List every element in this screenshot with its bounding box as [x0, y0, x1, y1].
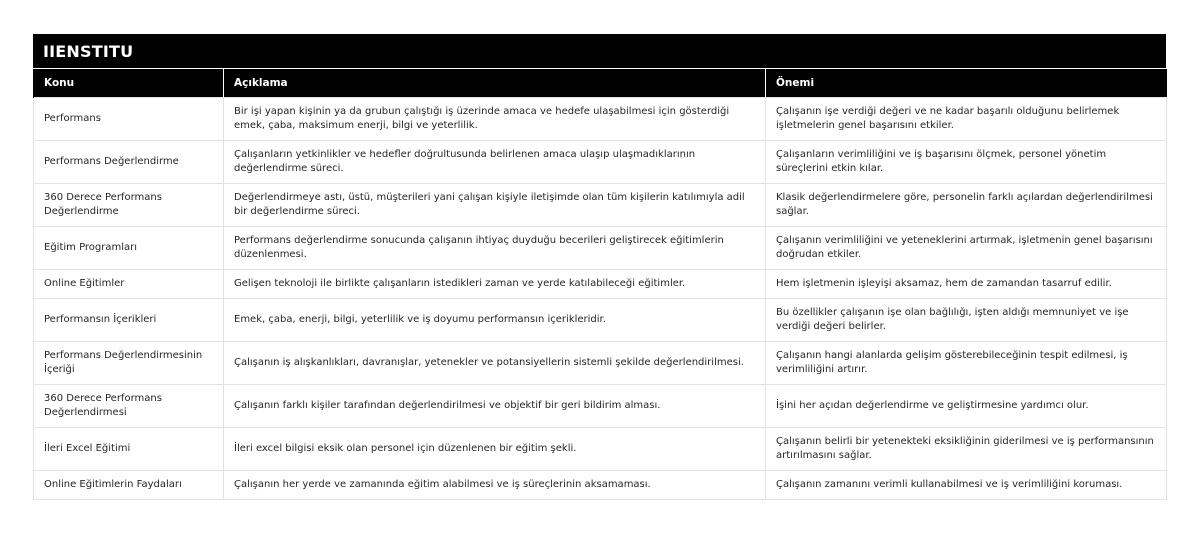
table-row [34, 384, 1167, 427]
table-row [34, 470, 1167, 499]
cell-aciklama: İleri excel bilgisi eksik olan personel için düzenlenen bir eğitim şekli. [224, 427, 766, 470]
table-row [34, 269, 1167, 298]
cell-konu: Performansın İçerikleri [34, 298, 224, 341]
cell-konu: Eğitim Programları [34, 226, 224, 269]
table-row [34, 183, 1167, 226]
cell-onemi: Hem işletmenin işleyişi aksamaz, hem de zamandan tasarruf edilir. [766, 269, 1167, 298]
cell-onemi: Bu özellikler çalışanın işe olan bağlılığı, işten aldığı memnuniyet ve işe verdiği değeri belirler. [766, 298, 1167, 341]
cell-aciklama: Bir işi yapan kişinin ya da grubun çalıştığı iş üzerinde amaca ve hedefe ulaşabilmesi için gösterdiği emek, çaba, maksimum enerji, bilgi ve yeterlilik. [224, 97, 766, 140]
cell-aciklama: Gelişen teknoloji ile birlikte çalışanların istedikleri zaman ve yerde katılabileceği eğitimler. [224, 269, 766, 298]
cell-konu: İleri Excel Eğitimi [34, 427, 224, 470]
cell-aciklama: Çalışanların yetkinlikler ve hedefler doğrultusunda belirlenen amaca ulaşıp ulaşmadıklarının değerlendirme süreci. [224, 140, 766, 183]
table-row [34, 140, 1167, 183]
table-row [34, 427, 1167, 470]
cell-onemi: Çalışanın hangi alanlarda gelişim gösterebileceğinin tespit edilmesi, iş verimliliğini artırır. [766, 341, 1167, 384]
cell-konu: Online Eğitimlerin Faydaları [34, 470, 224, 499]
table-row [34, 341, 1167, 384]
table-row [34, 226, 1167, 269]
header-onemi: Önemi [766, 69, 1167, 97]
cell-konu: Performans [34, 97, 224, 140]
cell-konu: 360 Derece Performans Değerlendirme [34, 183, 224, 226]
cell-konu: Performans Değerlendirme [34, 140, 224, 183]
cell-onemi: Klasik değerlendirmelere göre, personelin farklı açılardan değerlendirilmesi sağlar. [766, 183, 1167, 226]
header-konu: Konu [34, 69, 224, 97]
cell-aciklama: Performans değerlendirme sonucunda çalışanın ihtiyaç duyduğu becerileri geliştirecek eğitimlerin düzenlenmesi. [224, 226, 766, 269]
cell-aciklama: Emek, çaba, enerji, bilgi, yeterlilik ve iş doyumu performansın içerikleridir. [224, 298, 766, 341]
cell-onemi: İşini her açıdan değerlendirme ve geliştirmesine yardımcı olur. [766, 384, 1167, 427]
cell-aciklama: Çalışanın her yerde ve zamanında eğitim alabilmesi ve iş süreçlerinin aksamaması. [224, 470, 766, 499]
table-body [34, 97, 1167, 499]
cell-onemi: Çalışanın işe verdiği değeri ve ne kadar başarılı olduğunu belirlemek işletmelerin genel başarısını etkiler. [766, 97, 1167, 140]
cell-onemi: Çalışanın belirli bir yetenekteki eksikliğinin giderilmesi ve iş performansının artırılmasını sağlar. [766, 427, 1167, 470]
table-title: IIENSTITU [33, 34, 1166, 69]
cell-konu: Performans Değerlendirmesinin İçeriği [34, 341, 224, 384]
header-aciklama: Açıklama [224, 69, 766, 97]
table-row [34, 97, 1167, 140]
table-row [34, 298, 1167, 341]
cell-onemi: Çalışanların verimliliğini ve iş başarısını ölçmek, personel yönetim süreçlerini etkin kılar. [766, 140, 1167, 183]
cell-konu: 360 Derece Performans Değerlendirmesi [34, 384, 224, 427]
cell-onemi: Çalışanın verimliliğini ve yeteneklerini artırmak, işletmenin genel başarısını doğrudan etkiler. [766, 226, 1167, 269]
cell-aciklama: Çalışanın iş alışkanlıkları, davranışlar, yetenekler ve potansiyellerin sistemli şekilde değerlendirilmesi. [224, 341, 766, 384]
data-table [33, 69, 1167, 500]
table-container [33, 34, 1166, 500]
cell-aciklama: Değerlendirmeye astı, üstü, müşterileri yani çalışan kişiyle iletişimde olan tüm kişilerin katılımıyla adil bir değerlendirme süreci. [224, 183, 766, 226]
table-header [34, 69, 1167, 97]
cell-konu: Online Eğitimler [34, 269, 224, 298]
header-row [34, 69, 1167, 97]
cell-aciklama: Çalışanın farklı kişiler tarafından değerlendirilmesi ve objektif bir geri bildirim alması. [224, 384, 766, 427]
cell-onemi: Çalışanın zamanını verimli kullanabilmesi ve iş verimliliğini koruması. [766, 470, 1167, 499]
